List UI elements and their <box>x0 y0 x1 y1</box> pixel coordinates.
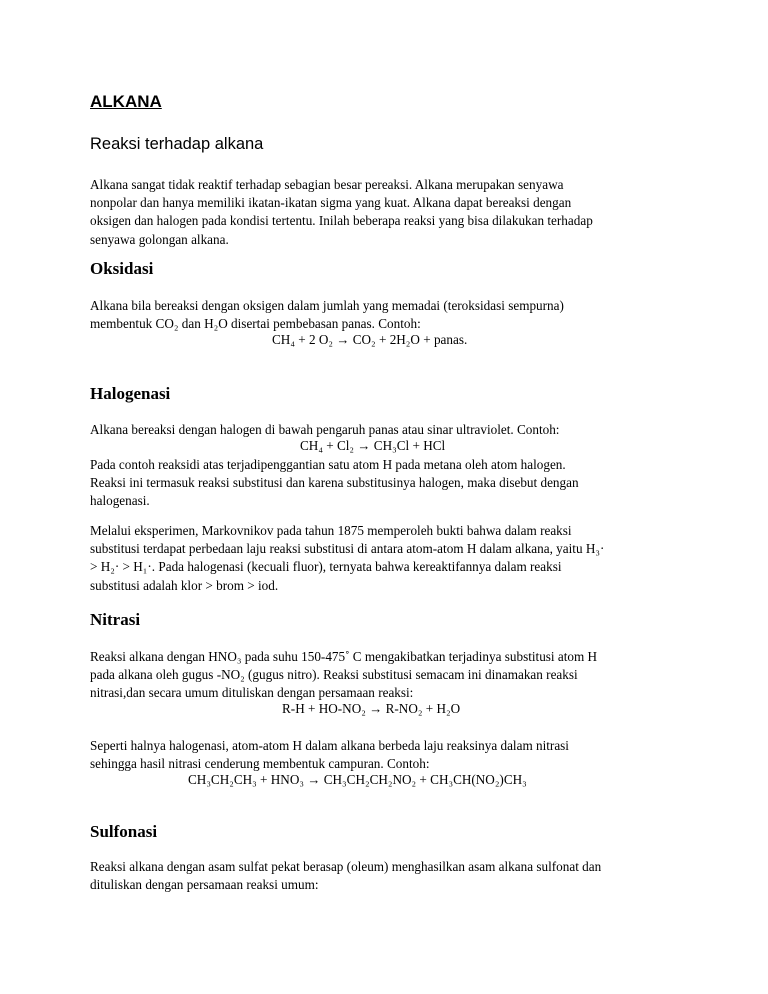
intro-line: senyawa golongan alkana. <box>90 231 229 247</box>
halogenasi-line: Pada contoh reaksidi atas terjadipenggantian satu atom H pada metana oleh atom halogen. <box>90 457 566 472</box>
oksidasi-paragraph <box>90 297 690 333</box>
nitrasi-line: Reaksi alkana dengan HNO₃ pada suhu 150-475˚ C mengakibatkan terjadinya substitusi atom H <box>90 649 598 664</box>
markovnikov-line: > H₂· > H₁·. Pada halogenasi (kecuali fluor), ternyata bahwa kereaktifannya dalam reaksi <box>90 559 562 575</box>
sulfonasi-line: Reaksi alkana dengan asam sulfat pekat berasap (oleum) menghasilkan asam alkana sulfonat dan <box>90 859 602 874</box>
sulfonasi-paragraph <box>90 858 690 894</box>
markovnikov-paragraph <box>90 522 690 595</box>
nitrasi-general-equation: R-H + HO-NO₂ → R-NO₂ + H₂O <box>282 701 461 716</box>
markovnikov-line: substitusi terdapat perbedaan laju reaksi substitusi di antara atom-atom H dalam alkana, yaitu H₃· <box>90 541 605 557</box>
nitrasi-line: pada alkana oleh gugus -NO₂ (gugus nitro). Reaksi substitusi semacam ini dinamakan reaksi <box>90 667 578 683</box>
nitrasi-example-equation: CH₃CH₂CH₃ + HNO₃ → CH₃CH₂CH₂NO₂ + CH₃CH(NO₂)CH₃ <box>188 772 527 787</box>
sulfonasi-line: dituliskan dengan persamaan reaksi umum: <box>90 877 319 893</box>
oksidasi-line: membentuk CO₂ dan H₂O disertai pembebasan panas. Contoh: <box>90 316 421 332</box>
document-subtitle: Reaksi terhadap alkana <box>90 135 264 153</box>
intro-line: oksigen dan halogen pada kondisi tertentu. Inilah beberapa reaksi yang bisa dilakukan terhadap <box>90 213 593 229</box>
document-title: ALKANA <box>90 92 162 111</box>
oksidasi-line: Alkana bila bereaksi dengan oksigen dalam jumlah yang memadai (teroksidasi sempurna) <box>90 298 564 313</box>
intro-line: nonpolar dan hanya memiliki ikatan-ikatan sigma yang kuat. Alkana dapat bereaksi dengan <box>90 195 572 211</box>
intro-paragraph <box>90 176 690 249</box>
halogenasi-line: Reaksi ini termasuk reaksi substitusi dan karena substitusinya halogen, maka disebut dengan <box>90 475 579 491</box>
heading-sulfonasi: Sulfonasi <box>90 822 158 841</box>
halogenasi-intro <box>90 421 690 439</box>
nitrasi-line: Seperti halnya halogenasi, atom-atom H dalam alkana berbeda laju reaksinya dalam nitrasi <box>90 738 569 753</box>
halogenasi-paragraph <box>90 456 690 511</box>
heading-halogenasi: Halogenasi <box>90 384 171 403</box>
nitrasi-line: sehingga hasil nitrasi cenderung membentuk campuran. Contoh: <box>90 756 430 772</box>
markovnikov-line: Melalui eksperimen, Markovnikov pada tahun 1875 memperoleh bukti bahwa dalam reaksi <box>90 523 572 538</box>
nitrasi-paragraph-2 <box>90 737 690 773</box>
nitrasi-paragraph <box>90 648 690 703</box>
halogenasi-line: Alkana bereaksi dengan halogen di bawah pengaruh panas atau sinar ultraviolet. Contoh: <box>90 422 560 437</box>
halogenasi-line: halogenasi. <box>90 493 150 509</box>
intro-line: Alkana sangat tidak reaktif terhadap sebagian besar pereaksi. Alkana merupakan senyawa <box>90 177 564 192</box>
oksidasi-equation: CH₄ + 2 O₂ → CO₂ + 2H₂O + panas. <box>272 332 468 347</box>
heading-nitrasi: Nitrasi <box>90 610 141 629</box>
halogenasi-equation: CH₄ + Cl₂ → CH₃Cl + HCl <box>300 438 446 453</box>
markovnikov-line: substitusi adalah klor > brom > iod. <box>90 577 279 593</box>
heading-oksidasi: Oksidasi <box>90 259 154 278</box>
nitrasi-line: nitrasi,dan secara umum dituliskan dengan persamaan reaksi: <box>90 685 414 701</box>
